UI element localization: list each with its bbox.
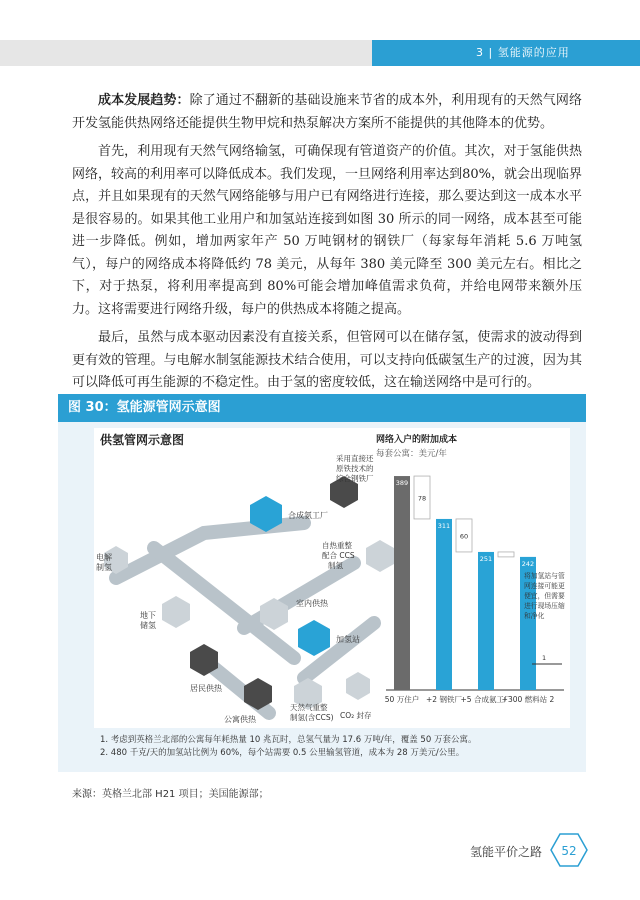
bar-2: [478, 552, 494, 690]
category-label-2: +5 合成氨工厂: [460, 695, 512, 704]
page-number: 52: [561, 844, 577, 858]
svg-text:配合 CCS: 配合 CCS: [322, 551, 355, 560]
annotation-value: 1: [542, 654, 547, 662]
indoor-heating-label: 室内供热: [296, 599, 328, 608]
co2-label: CO₂ 封存: [340, 711, 372, 720]
bar-0: [394, 476, 410, 690]
reduction-label-1: 60: [459, 532, 469, 541]
figure-title: 图 30：氢能源管网示意图: [58, 394, 586, 422]
category-label-1: +2 钢铁厂: [426, 695, 462, 704]
smr-ccs-label: 自热重整: [322, 541, 352, 550]
steel-plant-node: [330, 453, 374, 508]
chart-title: 网络入户的附加成本: [376, 435, 458, 445]
reduction-box-2: [498, 552, 514, 557]
reduction-label-0: 78: [417, 494, 427, 503]
figure-panel: [94, 428, 570, 728]
annotation-line-0: 将加氢站与管: [524, 572, 565, 580]
bar-value-label-2: 251: [479, 554, 493, 563]
storage-node: [140, 596, 190, 630]
paragraph-cost-trend: [72, 90, 582, 135]
page-number-badge: [550, 832, 588, 868]
svg-text:制氢: 制氢: [96, 563, 112, 572]
bar-1: [436, 519, 452, 690]
annotation-line-4: 和净化: [524, 612, 545, 620]
svg-text:储氢: 储氢: [140, 621, 156, 630]
svg-text:综合钢铁厂: 综合钢铁厂: [336, 474, 374, 483]
figure-note-2: 2. 480 千克/天的加氢站比例为 60%，每个站需要 0.5 公里输氢管道，成本为 28 万美元/公里。: [100, 748, 465, 758]
figure-note-1: 1. 考虑到英格兰北部的公寓每年耗热量 10 兆瓦时，总氢气量为 17.6 万吨/年，覆盖 50 万套公寓。: [100, 735, 477, 745]
footer-book-title: 氢能平价之路: [470, 845, 543, 859]
svg-text:原铁技术的: 原铁技术的: [336, 464, 374, 473]
bar-value-label-0: 389: [395, 479, 409, 488]
annotation-line-3: 进行现场压缩: [524, 602, 565, 610]
svg-text:制氢(含CCS): 制氢(含CCS): [290, 713, 334, 722]
paragraph-lead: 成本发展趋势：: [98, 93, 190, 108]
co2-node: [340, 672, 372, 720]
svg-text:制氢: 制氢: [328, 561, 343, 570]
fuel-station-label: 加氢站: [336, 635, 360, 644]
running-header: [0, 40, 640, 66]
bar-value-label-3: 242: [521, 559, 535, 568]
chart-subtitle: 每套公寓：美元/年: [376, 449, 447, 459]
header-grey-band: [0, 40, 372, 66]
diagram-nodes: [96, 453, 394, 724]
storage-label: 地下: [140, 611, 156, 620]
paragraph-last: 最后，虽然与成本驱动因素没有直接关系，但管网可以在储存氢，使需求的波动得到更有效的管理。与电解水制氢能源技术结合使用，可以支持向低碳氢生产的过渡，因为其可以降低可再生能源的不稳定性。由于氢的密度较低，这在输送网络中是可行的。: [72, 330, 582, 390]
residential-label: 居民供热: [190, 684, 222, 693]
figure-source: 来源：英格兰北部 H21 项目；美国能源部；: [72, 789, 269, 800]
smr-node: [290, 678, 334, 722]
annotation-line-2: 便宜，但需要: [524, 592, 565, 600]
paragraph-first: 首先，利用现有天然气网络输氢，可确保现有管道资产的价值。其次，对于氢能供热网络，较高的利用率可以降低成本。我们发现，一旦网络利用率达到80%，就会出现临界点，并且如果现有的天然气网络能够与用户已有网络进行连接，那么要达到这一成本水平是很容易的。如果其他工业用户和加氢站连接到如图 30 所示的同一网络，成本甚至可能进一步降低。例如，增加两家年产 50 万吨钢材的钢铁厂（每家每年消耗 5.6 万吨氢气），每户的网络成本将降低约 78 美元，从每年 380 美元降至 300 美元左右。相比之下，对于热泵，将利用率提高到 80%可能会增加峰值需求负荷，并给电网带来额外压力。这将需要进行网络升级，每户的供热成本将随之提高。: [72, 144, 582, 317]
public-heating-label: 公寓供热: [224, 715, 256, 724]
header-section-label: 3 | 氢能源的应用: [372, 40, 640, 66]
steel-plant-label: 采用直接还: [336, 454, 374, 463]
ammonia-plant-label: 合成氨工厂: [288, 511, 328, 520]
body-text: [72, 90, 582, 401]
electrolysis-node: [96, 546, 128, 574]
pipe-top: [116, 523, 304, 578]
smr-label: 天然气重整: [290, 703, 328, 712]
annotation-line-1: 网连接可能更: [524, 582, 565, 590]
figure-svg: [94, 428, 570, 728]
bar-chart: [385, 476, 565, 704]
category-label-0: 50 万住户: [384, 695, 420, 704]
paragraph-cost-trend-text: 除了通过不翻新的基础设施来节省的成本外，利用现有的天然气网络开发氢能供热网络还能提供生物甲烷和热泵解决方案所不能提供的其他降本的优势。: [72, 93, 582, 131]
figure-notes: [100, 734, 580, 760]
figure-30: [58, 394, 586, 772]
bar-value-label-1: 311: [437, 521, 451, 530]
category-label-3: +300 燃料站 2: [501, 695, 555, 704]
diagram-title: 供氢管网示意图: [100, 433, 185, 447]
electrolysis-label: 电解: [96, 553, 112, 562]
